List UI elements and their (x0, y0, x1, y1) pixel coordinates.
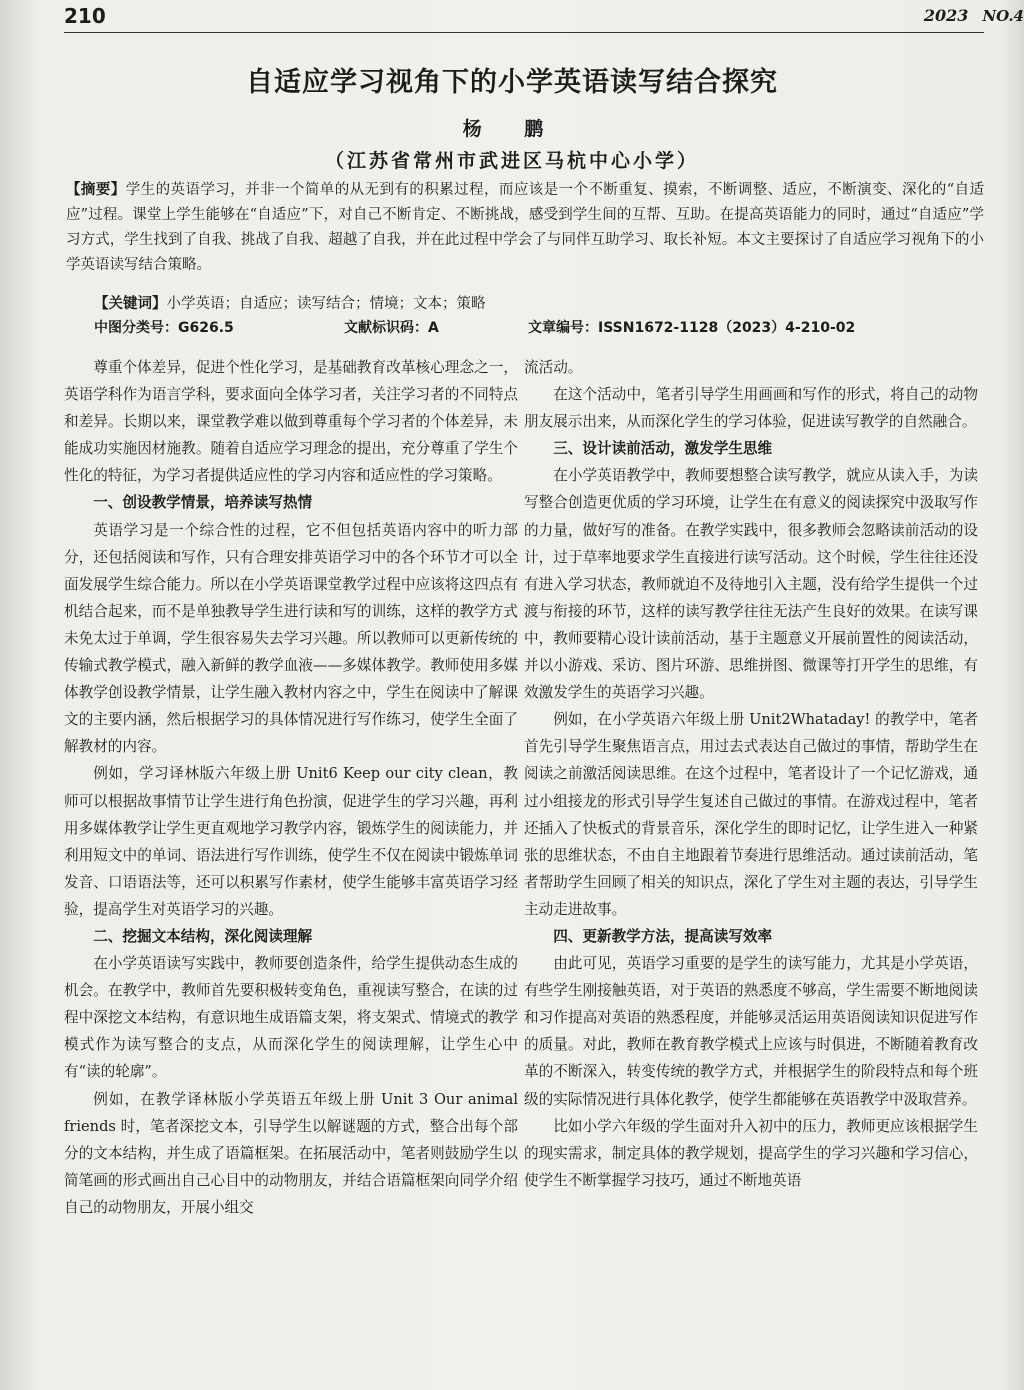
body-paragraph: 例如，在教学译林版小学英语五年级上册 Unit 3 Our animal friends 时，笔者深挖文本，引导学生以解谜题的方式，整合出每个部分的文本结构，并生成了语篇框架。在拓展活动中，笔者则鼓励学生以简笔画的形式画出自己心目中的动物朋友，并结合语篇框架向同学介绍自己的动物朋友，开展小组交 (64, 1090, 518, 1216)
body-paragraph: 例如，在小学英语六年级上册 Unit2Whataday! 的教学中，笔者首先引导学生聚焦语言点，用过去式表达自己做过的事情，帮助学生在阅读之前激活阅读思维。在这个过程中，笔者设计了一个记忆游戏，通过小组接龙的形式引导学生复述自己做过的事情。在游戏过程中，笔者还插入了快板式的背景音乐，深化学生的即时记忆，让学生进入一种紧张的思维状态，不由自主地跟着节奏进行思维活动。通过读前活动，笔者帮助学生回顾了相关的知识点，深化了学生对主题的表达，引导学生主动走进故事。 (524, 711, 978, 918)
article-number: 文章编号：ISSN1672-1128（2023）4-210-02 (528, 320, 856, 336)
body-paragraph: 比如小学六年级的学生面对升入初中的压力，教师更应该根据学生的现实需求，制定具体的教学规划，提高学生的学习兴趣和学习信心，使学生不断掌握学习技巧，通过不断地英语 (524, 1117, 978, 1189)
body-paragraph: 在小学英语教学中，教师要想整合读写教学，就应从读入手，为读写整合创造更优质的学习环境，让学生在有意义的阅读探究中汲取写作的力量，做好写的准备。在教学实践中，很多教师会忽略读前活动的设计，过于草率地要求学生直接进行读写活动。这个时候，学生往往还没有进入学习状态，教师就迫不及待地引入主题，没有给学生提供一个过渡与衔接的环节，这样的读写教学往往无法产生良好的效果。在读写课中，教师要精心设计读前活动，基于主题意义开展前置性的阅读活动，并以小游戏、采访、图片环游、思维拼图、微课等打开学生的思维，有效激发学生的英语学习兴趣。 (524, 467, 978, 702)
body-paragraph: 在小学英语读写实践中，教师要创造条件，给学生提供动态生成的机会。在教学中，教师首先要积极转变角色，重视读写整合，在读的过程中深挖文本结构，有意识地生成语篇支架，将支架式、情境式的教学模式作为读写整合的支点，从而深化学生的阅读理解，让学生心中有“读的轮廓”。 (64, 955, 518, 1081)
abstract-text: 学生的英语学习，并非一个简单的从无到有的积累过程，而应该是一个不断重复、摸索，不断调整、适应，不断演变、深化的“自适应”过程。课堂上学生能够在“自适应”下，对自己不断肯定、不断挑战，感受到学生间的互帮、互助。在提高英语能力的同时，通过“自适应”学习方式，学生找到了自我、挑战了自我、超越了自我，并在此过程中学会了与同伴互助学习、取长补短。本文主要探讨了自适应学习视角下的小学英语读写结合策略。 (66, 182, 984, 273)
section-heading: 二、挖掘文本结构，深化阅读理解 (93, 927, 313, 945)
section-heading: 四、更新教学方法，提高读写效率 (553, 927, 773, 945)
page-number: 210 (64, 4, 106, 28)
author-affiliation: （江苏省常州市武进区马杭中心小学） (324, 150, 699, 172)
clc-number: 中图分类号：G626.5 (94, 320, 234, 336)
section-heading: 三、设计读前活动，激发学生思维 (553, 440, 773, 458)
issue-info (924, 6, 1024, 25)
issue-number: NO.4 (982, 7, 1024, 25)
section-heading: 一、创设教学情景，培养读写热情 (93, 494, 313, 512)
article-meta (94, 316, 974, 340)
keywords (94, 292, 974, 316)
running-header (64, 2, 1024, 33)
article-title: 自适应学习视角下的小学英语读写结合探究 (246, 67, 778, 98)
issue-year: 2023 (923, 6, 969, 25)
keywords-text: 小学英语；自适应；读写结合；情境；文本；策略 (166, 296, 486, 312)
keywords-label: 【关键词】 (94, 296, 167, 312)
abstract (66, 178, 984, 278)
body-paragraph: 流活动。 (524, 359, 583, 376)
left-column (64, 354, 518, 1221)
body-paragraph: 例如，学习译林版六年级上册 Unit6 Keep our city clean，教师可以根据故事情节让学生进行角色扮演，促进学生的学习兴趣，再利用多媒体教学让学生更直观地学习教学内容，锻炼学生的阅读能力，并利用短文中的单词、语法进行写作训练，使学生不仅在阅读中锻炼单词发音、口语语法等，还可以积累写作素材，使学生能够丰富英语学习经验，提高学生对英语学习的兴趣。 (64, 765, 518, 918)
body-paragraph: 英语学习是一个综合性的过程，它不但包括英语内容中的听力部分，还包括阅读和写作，只有合理安排英语学习中的各个环节才可以全面发展学生综合能力。所以在小学英语课堂教学过程中应该将这四点有机结合起来，而不是单独教导学生进行读和写的训练，这样的教学方式未免太过于单调，学生很容易失去学习兴趣。所以教师可以更新传统的传输式教学模式，融入新鲜的教学血液——多媒体教学。教师使用多媒体教学创设教学情景，让学生融入教材内容之中，学生在阅读中了解课文的主要内涵，然后根据学习的具体情况进行写作练习，使学生全面了解教材的内容。 (64, 521, 518, 756)
author-name: 杨 鹏 (462, 118, 562, 140)
body-paragraph: 在这个活动中，笔者引导学生用画画和写作的形式，将自己的动物朋友展示出来，从而深化学生的学习体验，促进读写教学的自然融合。 (524, 386, 978, 431)
abstract-label: 【摘要】 (66, 182, 126, 198)
right-column (524, 354, 978, 1194)
document-code: 文献标识码：A (344, 320, 439, 336)
body-paragraph: 尊重个体差异，促进个性化学习，是基础教育改革核心理念之一，英语学科作为语言学科，要求面向全体学习者，关注学习者的不同特点和差异。长期以来，课堂教学难以做到尊重每个学习者的个体差异，未能成功实施因材施教。随着自适应学习理念的提出，充分尊重了学生个性化的特征，为学习者提供适应性的学习内容和适应性的学习策略。 (64, 359, 518, 485)
body-paragraph: 由此可见，英语学习重要的是学生的读写能力，尤其是小学英语，有些学生刚接触英语，对于英语的熟悉度不够高，学生需要不断地阅读和习作提高对英语的熟悉程度，并能够灵活运用英语阅读知识促进写作的质量。对此，教师在教育教学模式上应该与时俱进，不断随着教育改革的不断深入，转变传统的教学方式，并根据学生的阶段特点和每个班级的实际情况进行具体化教学，使学生都能够在英语教学中汲取营养。 (524, 955, 978, 1108)
